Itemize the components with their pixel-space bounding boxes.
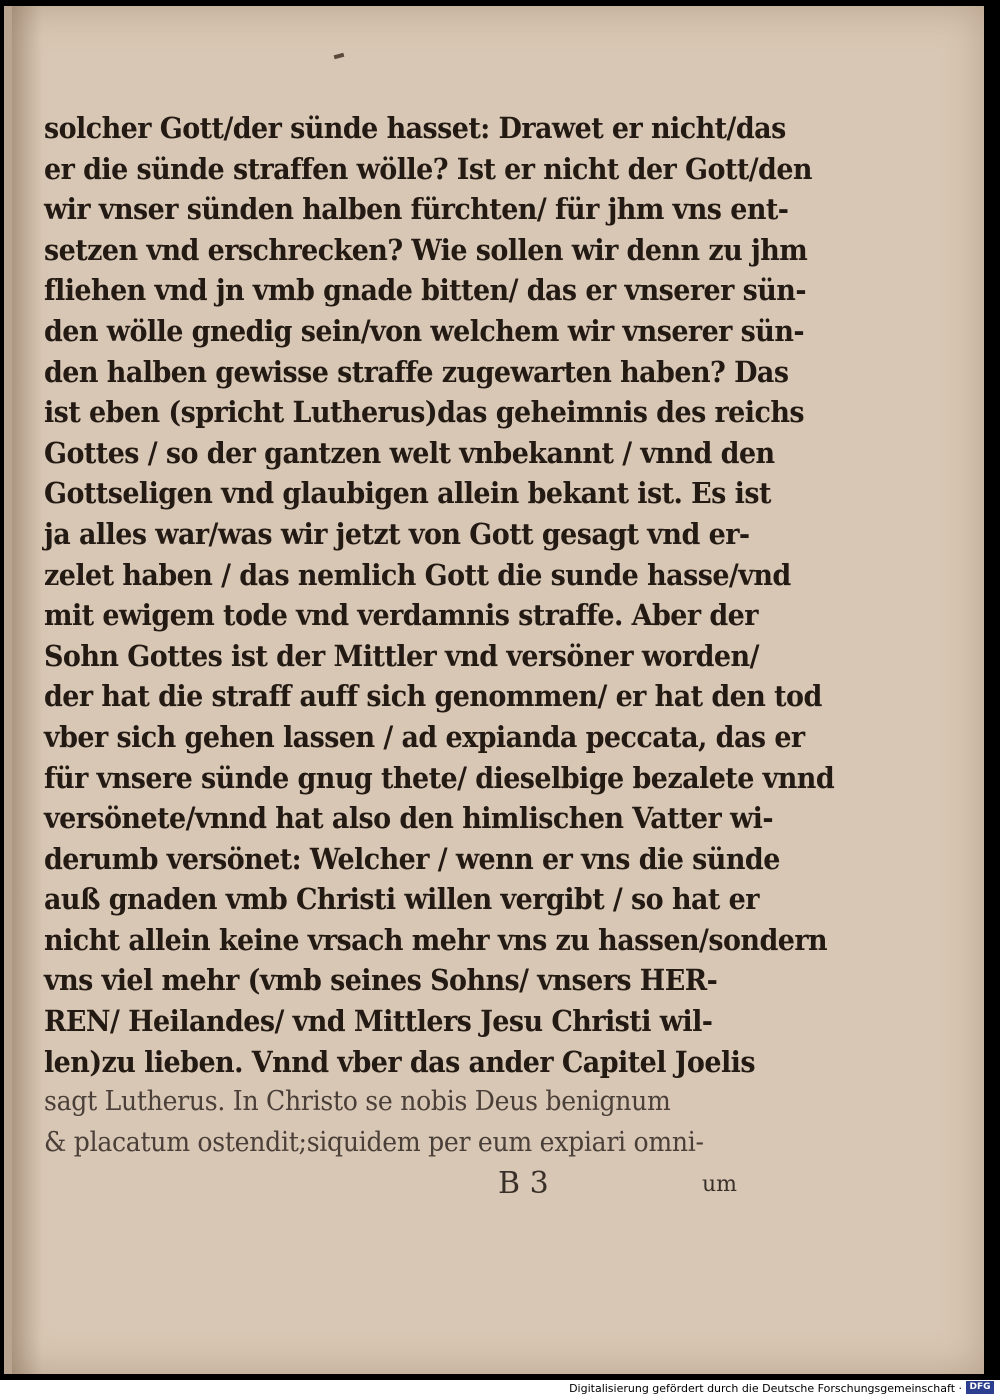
page-edge: [4, 6, 12, 1374]
text-line: nicht allein keine vrsach mehr vns zu hassen/sondern: [44, 922, 828, 957]
text-line-latin: & placatum ostendit;siquidem per eum expiari omni-: [44, 1126, 704, 1158]
text-line: auß gnaden vmb Christi willen vergibt / so hat er: [44, 882, 759, 917]
text-line: Sohn Gottes ist der Mittler vnd versöner worden/: [44, 638, 759, 673]
text-line: wir vnser sünden halben fürchten/ für jhm vns ent-: [44, 192, 789, 227]
text-line: ist eben (spricht Lutherus)das geheimnis des reichs: [44, 395, 805, 430]
text-line: solcher Gott/der sünde hasset: Drawet er nicht/das: [44, 111, 786, 145]
text-line: ja alles war/was wir jetzt von Gott gesagt vnd er-: [44, 516, 750, 551]
text-line: vns viel mehr (vmb seines Sohns/ vnsers HER-: [44, 963, 718, 998]
page-text-block: [44, 108, 835, 1163]
text-line: REN/ Heilandes/ vnd Mittlers Jesu Christi wil-: [44, 1004, 713, 1039]
funding-notice: Digitalisierung gefördert durch die Deutsche Forschungsgemeinschaft ·: [569, 1382, 962, 1395]
text-line: Gottseligen vnd glaubigen allein bekant ist. Es ist: [44, 476, 771, 511]
dfg-logo: DFG: [966, 1381, 994, 1394]
spine-shadow: [12, 6, 42, 1374]
text-line: der hat die straff auff sich genommen/ er hat den tod: [44, 679, 822, 714]
text-line: er die sünde straffen wölle? Ist er nicht der Gott/den: [44, 151, 812, 186]
text-line: den halben gewisse straffe zugewarten haben? Das: [44, 354, 789, 389]
catchword: um: [702, 1172, 738, 1197]
text-line: für vnsere sünde gnug thete/ dieselbige bezalete vnnd: [44, 760, 835, 795]
text-line: mit ewigem tode vnd verdamnis straffe. Aber der: [44, 598, 758, 633]
text-line: derumb versönet: Welcher / wenn er vns die sünde: [44, 841, 780, 876]
text-line-latin: sagt Lutherus. In Christo se nobis Deus benignum: [44, 1086, 671, 1118]
text-line: fliehen vnd jn vmb gnade bitten/ das er vnserer sün-: [44, 273, 806, 308]
text-line: zelet haben / das nemlich Gott die sunde hasse/vnd: [44, 557, 791, 592]
text-line: len)zu lieben. Vnnd vber das ander Capitel Joelis: [44, 1044, 755, 1079]
signature-mark: B 3: [498, 1166, 549, 1201]
text-line: versönete/vnnd hat also den himlischen Vatter wi-: [44, 801, 773, 836]
text-line: setzen vnd erschrecken? Wie sollen wir denn zu jhm: [44, 232, 808, 267]
text-line: vber sich gehen lassen / ad expianda peccata, das er: [44, 719, 805, 754]
text-line: Gottes / so der gantzen welt vnbekannt / vnnd den: [44, 435, 775, 470]
text-line: den wölle gnedig sein/von welchem wir vnserer sün-: [44, 313, 805, 348]
